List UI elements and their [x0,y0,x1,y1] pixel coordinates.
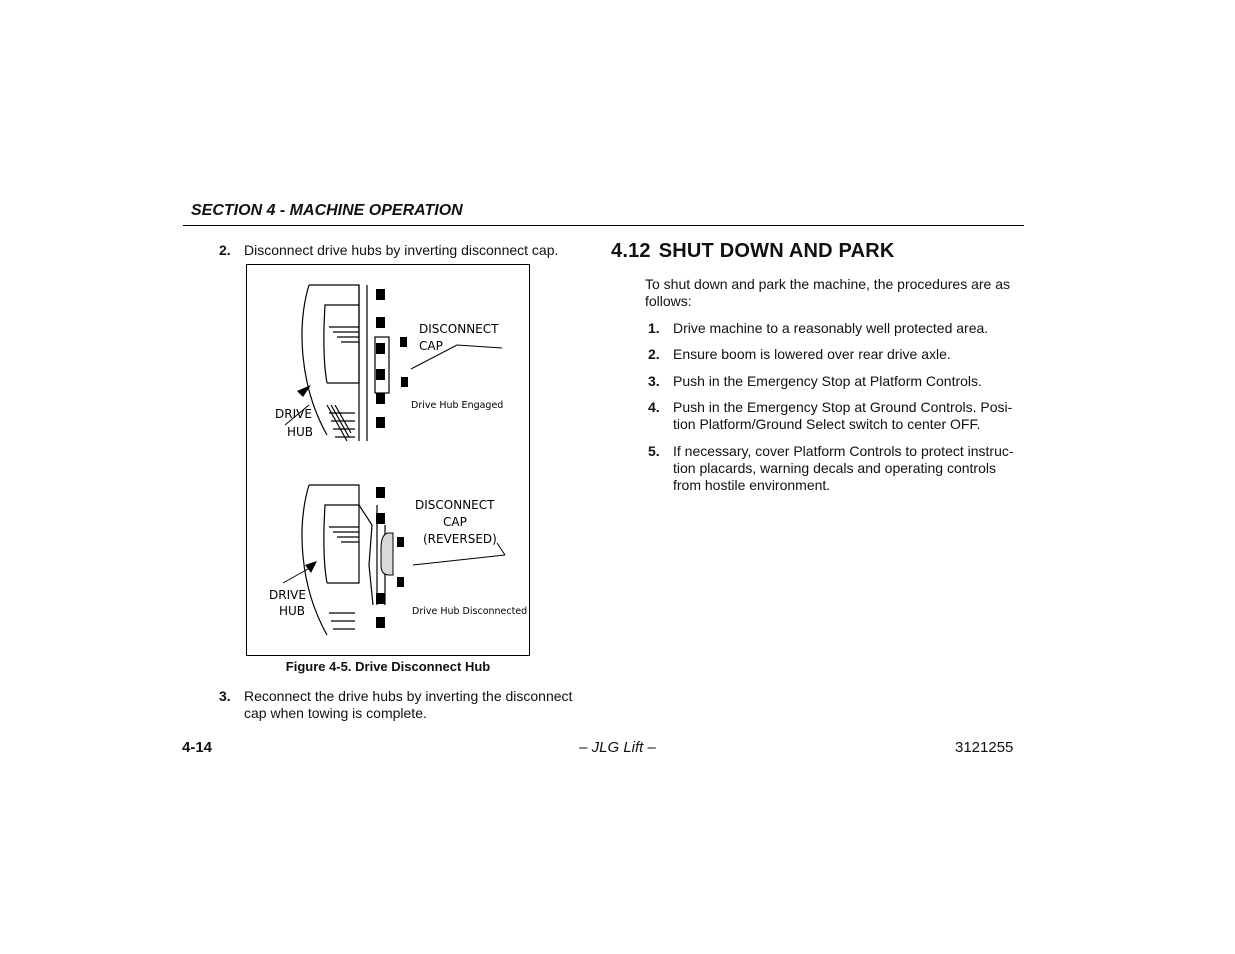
header-rule [183,225,1024,226]
lug-bolts-engaged [376,289,408,428]
step-number: 1. [648,320,660,336]
step-text-line2: tion placards, warning decals and operating controls [673,460,996,476]
step-number: 5. [648,443,660,459]
step-2 [219,242,579,259]
step-text: Ensure boom is lowered over rear drive axle. [673,346,951,362]
top-hub-label-line2: HUB [287,425,314,439]
top-hub-label-line1: DRIVE [275,407,312,421]
step-text: Drive machine to a reasonably well protected area. [673,320,989,336]
step-text: Disconnect drive hubs by inverting disconnect cap. [244,242,559,258]
heading-text: SHUT DOWN AND PARK [658,240,895,262]
step-number: 3. [219,688,231,704]
step-number: 4. [648,399,660,415]
state-disconnected-label: Drive Hub Disconnected [412,606,528,617]
step-number: 2. [648,346,660,362]
footer-title: – JLG Lift – [579,739,656,756]
doc-number: 3121255 [955,739,1014,756]
step-text-line1: If necessary, cover Platform Controls to protect instruc- [673,443,1014,459]
page-number: 4-14 [182,739,213,756]
top-cap-label-line1: DISCONNECT [419,322,499,336]
procedure-step-3 [648,373,1028,390]
section-title: SECTION 4 - MACHINE OPERATION [191,202,463,219]
step-text: Push in the Emergency Stop at Platform Controls. [673,373,982,389]
bottom-cap-label-line3: (REVERSED) [423,532,497,546]
section-heading [611,240,895,263]
figure-drive-disconnect-hub [246,264,530,656]
intro-line1: To shut down and park the machine, the procedures are as [645,276,1010,292]
bottom-hub-label-line2: HUB [279,604,306,618]
procedure-step-4 [648,399,1028,433]
state-engaged-label: Drive Hub Engaged [411,400,504,411]
hub-engaged-drawing [302,285,389,441]
hub-disconnected-drawing [302,485,385,635]
procedure-step-2 [648,346,1028,363]
heading-number: 4.12 [611,240,651,262]
intro-paragraph [645,276,1027,310]
procedure-step-1 [648,320,1028,337]
step-number: 3. [648,373,660,389]
bottom-cap-label-line2: CAP [443,515,467,529]
step-text-line1: Push in the Emergency Stop at Ground Controls. Posi- [673,399,1013,415]
step-text-line3: from hostile environment. [673,477,831,493]
top-cap-label-line2: CAP [419,339,443,353]
figure-caption: Figure 4-5. Drive Disconnect Hub [285,659,491,674]
step-3 [219,688,589,722]
procedure-step-5 [648,443,1028,494]
bottom-cap-label-line1: DISCONNECT [415,498,495,512]
step-text-line1: Reconnect the drive hubs by inverting the disconnect [244,688,573,704]
step-text-line2: cap when towing is complete. [244,705,427,721]
intro-line2: follows: [645,293,692,309]
step-text-line2: tion Platform/Ground Select switch to center OFF. [673,416,981,432]
step-number: 2. [219,242,231,258]
figure-illustration [247,265,529,655]
bottom-hub-label-line1: DRIVE [269,588,306,602]
